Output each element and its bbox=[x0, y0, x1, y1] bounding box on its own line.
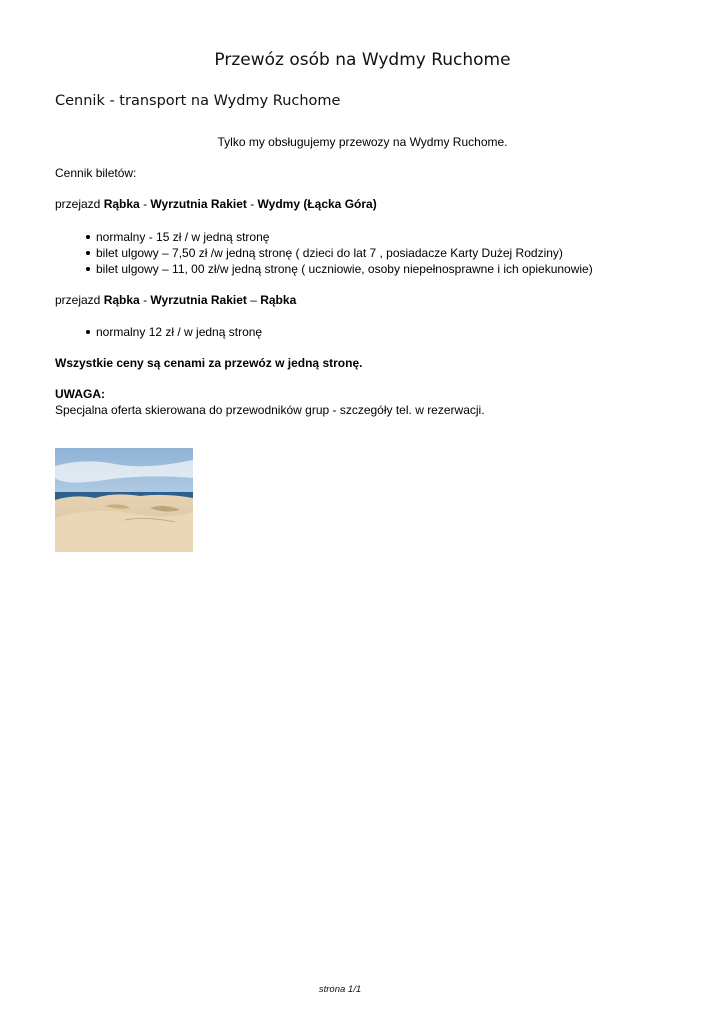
warning-label bbox=[55, 386, 105, 402]
route-1-sep-2: - bbox=[246, 197, 258, 211]
route-1-sep-1: - bbox=[139, 197, 151, 211]
prices-note-text: Wszystkie ceny są cenami za przewóz w jedną stronę. bbox=[55, 356, 363, 370]
route-1-prefix: przejazd bbox=[55, 197, 104, 211]
route-1-stop-2: Wyrzutnia Rakiet bbox=[150, 197, 247, 211]
route-2-sep-2: – bbox=[246, 293, 261, 307]
page-title: Przewóz osób na Wydmy Ruchome bbox=[214, 50, 511, 70]
pricelist-label: Cennik biletów: bbox=[55, 166, 137, 180]
route-1-price-list bbox=[55, 229, 593, 277]
route-2-prefix: przejazd bbox=[55, 293, 104, 307]
dunes-photo bbox=[55, 448, 193, 552]
route-1-stop-3: Wydmy (Łącka Góra) bbox=[257, 197, 377, 211]
intro-text: Tylko my obsługujemy przewozy na Wydmy Ruchome. bbox=[217, 135, 508, 149]
route-2-heading bbox=[55, 292, 296, 308]
route-1-heading bbox=[55, 196, 377, 212]
route-1-stop-1: Rąbka bbox=[103, 197, 140, 211]
section-title: Cennik - transport na Wydmy Ruchome bbox=[55, 93, 341, 109]
warning-text: Specjalna oferta skierowana do przewodników grup - szczegóły tel. w rezerwacji. bbox=[55, 403, 485, 417]
route-2-price-list bbox=[55, 324, 262, 340]
route-2-stop-3: Rąbka bbox=[260, 293, 297, 307]
price-item: normalny - 15 zł / w jedną stronę bbox=[96, 229, 593, 245]
price-item: bilet ulgowy – 11, 00 zł/w jedną stronę ( uczniowie, osoby niepełnosprawne i ich opiekunowie) bbox=[96, 262, 593, 276]
prices-note bbox=[55, 355, 362, 371]
page-number: strona 1/1 bbox=[318, 984, 362, 995]
price-item: normalny 12 zł / w jedną stronę bbox=[96, 325, 263, 339]
route-2-stop-1: Rąbka bbox=[103, 293, 140, 307]
route-2-stop-2: Wyrzutnia Rakiet bbox=[150, 293, 247, 307]
warning-label-text: UWAGA: bbox=[55, 387, 105, 401]
price-item: bilet ulgowy – 7,50 zł /w jedną stronę ( dzieci do lat 7 , posiadacze Karty Dużej Rodziny) bbox=[96, 245, 593, 261]
route-2-sep-1: - bbox=[139, 293, 151, 307]
